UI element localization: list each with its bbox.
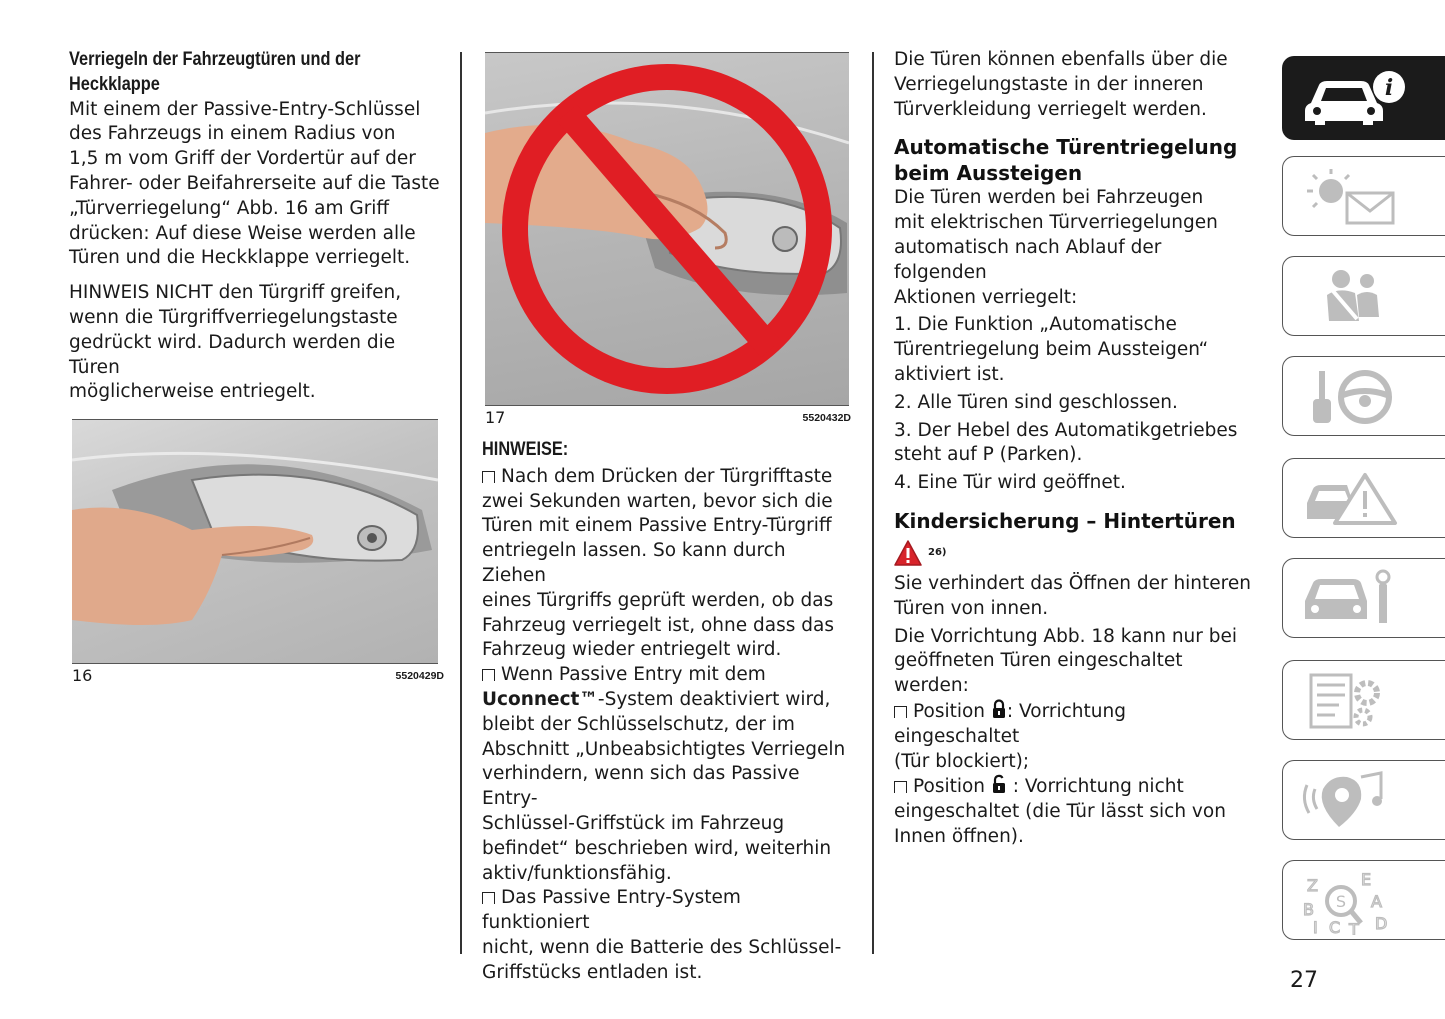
key-steering-wheel-icon xyxy=(1299,365,1399,427)
heading-line: Automatische Türentriegelung xyxy=(894,135,1238,160)
svg-text:S: S xyxy=(1335,892,1347,911)
text-line: Sie verhindert das Öffnen der hinteren xyxy=(894,572,1251,594)
column-middle xyxy=(482,52,854,986)
figure-17-caption xyxy=(482,406,854,428)
text-line: gedrückt wird. Dadurch werden die Türen xyxy=(69,331,396,378)
figure-16-caption xyxy=(69,664,447,686)
text-line: Wenn Passive Entry mit dem xyxy=(501,664,766,686)
heading-line: Verriegeln der Fahrzeugtüren und der xyxy=(69,49,361,70)
tab-warning-lights[interactable] xyxy=(1282,156,1445,236)
safety-seatbelt-icon xyxy=(1299,265,1399,327)
text-line: Fahrzeug wieder entriegelt wird. xyxy=(482,639,782,661)
tab-multimedia[interactable] xyxy=(1282,760,1445,840)
tab-emergency[interactable] xyxy=(1282,458,1445,538)
section-heading-locking xyxy=(69,48,394,98)
text-line: mit elektrischen Türverriegelungen xyxy=(894,212,1218,234)
text-line: geöffneten Türen eingeschaltet werden: xyxy=(894,650,1183,697)
note-2 xyxy=(482,663,854,886)
tab-starting-driving[interactable] xyxy=(1282,356,1445,436)
svg-text:C: C xyxy=(1329,918,1341,935)
text-line: drücken: Auf diese Weise werden alle xyxy=(69,222,416,244)
text-line: Abschnitt „Unbeabsichtigtes Verriegeln xyxy=(482,738,846,760)
column-right xyxy=(894,48,1256,850)
multimedia-icon xyxy=(1299,769,1399,831)
text-line: nicht, wenn die Batterie des Schlüssel- xyxy=(482,936,842,958)
heading-line: beim Aussteigen xyxy=(894,161,1083,186)
text-line: verhindern, wenn sich das Passive Entry- xyxy=(482,763,800,810)
text-line: Griffstücks entladen ist. xyxy=(482,961,703,983)
text-line: Position xyxy=(913,776,986,798)
bullet-icon xyxy=(482,892,495,904)
text-line: 4. Eine Tür wird geöffnet. xyxy=(894,472,1126,494)
svg-text:i: i xyxy=(1384,75,1394,101)
text-line: HINWEIS NICHT den Türgriff greifen, xyxy=(69,282,402,304)
intro-paragraph xyxy=(894,48,1256,122)
text-line: Türverkleidung verriegelt werden. xyxy=(894,98,1207,120)
text-line: Türen mit einem Passive Entry-Türgriff xyxy=(482,515,832,537)
text-line: möglicherweise entriegelt. xyxy=(69,381,316,403)
text-line: Das Passive Entry-System funktioniert xyxy=(482,887,741,934)
text-line: Verriegelungstaste in der inneren xyxy=(894,73,1204,95)
index-search-icon xyxy=(1299,869,1399,935)
step-1 xyxy=(894,313,1256,387)
note-3 xyxy=(482,886,854,985)
emergency-breakdown-icon xyxy=(1299,467,1399,529)
page-number: 27 xyxy=(1290,968,1318,993)
svg-text:D: D xyxy=(1375,914,1388,933)
column-divider xyxy=(460,52,462,954)
column-divider xyxy=(872,52,874,954)
tab-safety[interactable] xyxy=(1282,256,1445,336)
bullet-icon xyxy=(894,781,907,793)
text-line: Schlüssel-Griffstück im Fahrzeug xyxy=(482,812,785,834)
warning-triangle-icon xyxy=(894,540,922,566)
text-line: Position xyxy=(913,700,986,722)
text-line: Aktionen verriegelt: xyxy=(894,286,1078,308)
notes-heading: HINWEISE: xyxy=(482,439,569,460)
svg-text:T: T xyxy=(1349,920,1359,935)
bullet-icon xyxy=(482,669,495,681)
text-line: 1. Die Funktion „Automatische xyxy=(894,314,1177,336)
text-line: : Vorrichtung eingeschaltet xyxy=(894,700,1126,747)
bullet-icon xyxy=(482,471,495,483)
text-line: zwei Sekunden warten, bevor sich die xyxy=(482,490,833,512)
column-left xyxy=(69,48,447,686)
text-line: -System deaktiviert wird, xyxy=(597,688,831,710)
figure-code: 5520429D xyxy=(395,670,444,683)
text-line: Die Türen werden bei Fahrzeugen xyxy=(894,187,1204,209)
text-line: bleibt der Schlüsselschutz, der im xyxy=(482,713,795,735)
text-line: befindet“ beschrieben wird, weiterhin xyxy=(482,837,832,859)
heading-auto-unlock xyxy=(894,134,1256,186)
text-line: Mit einem der Passive-Entry-Schlüssel xyxy=(69,98,421,120)
warning-reference xyxy=(894,540,1256,566)
text-line: Innen öffnen). xyxy=(894,825,1024,847)
text-line: Türentriegelung beim Aussteigen“ xyxy=(894,339,1209,361)
text-line: : Vorrichtung nicht xyxy=(1006,776,1184,798)
bullet-icon xyxy=(894,706,907,718)
text-line: steht auf P (Parken). xyxy=(894,444,1083,466)
text-line: Türen und die Heckklappe verriegelt. xyxy=(69,247,411,269)
locking-paragraph xyxy=(69,98,447,272)
prohibited-grip-illustration xyxy=(485,53,849,405)
text-line: „Türverriegelung“ Abb. 16 am Griff xyxy=(69,197,390,219)
car-maintenance-wrench-icon xyxy=(1299,567,1399,629)
text-line: Nach dem Drücken der Türgrifftaste xyxy=(501,465,833,487)
text-line: automatisch nach Ablauf der folgenden xyxy=(894,236,1162,283)
child-lock-paragraph-1 xyxy=(894,572,1256,622)
text-line: des Fahrzeugs in einem Radius von xyxy=(69,123,396,145)
figure-number: 16 xyxy=(72,666,93,686)
svg-text:I: I xyxy=(1313,918,1318,935)
figure-number: 17 xyxy=(485,408,506,427)
text-line: entriegeln lassen. So kann durch Ziehen xyxy=(482,540,786,586)
heading-child-lock: Kindersicherung – Hintertüren xyxy=(894,508,1236,533)
text-line: Türen von innen. xyxy=(894,597,1049,619)
step-2 xyxy=(894,391,1256,416)
figure-17-prohibited-grip xyxy=(485,52,849,406)
position-unlocked-item xyxy=(894,774,1256,849)
car-info-icon xyxy=(1299,65,1409,131)
text-line: eingeschaltet (die Tür lässt sich von xyxy=(894,801,1226,823)
text-line: Fahrer- oder Beifahrerseite auf die Taste xyxy=(69,172,440,194)
tab-index[interactable] xyxy=(1282,860,1445,940)
tab-maintenance[interactable] xyxy=(1282,558,1445,638)
step-3 xyxy=(894,419,1256,469)
technical-data-gears-icon xyxy=(1299,669,1399,731)
position-locked-item xyxy=(894,699,1256,774)
text-line: aktiviert ist. xyxy=(894,363,1005,385)
child-lock-paragraph-2 xyxy=(894,625,1256,699)
svg-text:A: A xyxy=(1371,892,1382,911)
uconnect-brand: Uconnect™ xyxy=(482,688,598,710)
notice-paragraph xyxy=(69,281,447,405)
heading-line: Heckklappe xyxy=(69,73,160,95)
svg-text:E: E xyxy=(1361,870,1372,889)
tab-knowing-vehicle[interactable] xyxy=(1282,56,1445,140)
text-line: Die Vorrichtung Abb. 18 kann nur bei xyxy=(894,625,1238,647)
text-line: 3. Der Hebel des Automatikgetriebes xyxy=(894,419,1238,441)
text-line: eines Türgriffs geprüft werden, ob das xyxy=(482,589,834,611)
text-line: wenn die Türgriffverriegelungstaste xyxy=(69,306,398,328)
svg-text:Z: Z xyxy=(1307,876,1318,895)
text-line: Fahrzeug verriegelt ist, ohne dass das xyxy=(482,614,834,636)
figure-16-door-handle-press xyxy=(72,419,438,664)
note-1 xyxy=(482,465,854,663)
door-handle-illustration xyxy=(72,420,438,663)
warning-light-message-icon xyxy=(1299,165,1399,227)
svg-text:B: B xyxy=(1303,900,1314,919)
auto-unlock-paragraph xyxy=(894,186,1256,310)
text-line: 2. Alle Türen sind geschlossen. xyxy=(894,391,1178,413)
lock-open-icon xyxy=(991,774,1007,794)
text-line: aktiv/funktionsfähig. xyxy=(482,862,672,884)
figure-code: 5520432D xyxy=(802,412,851,424)
tab-technical-data[interactable] xyxy=(1282,660,1445,740)
step-4 xyxy=(894,471,1256,496)
text-line: Die Türen können ebenfalls über die xyxy=(894,49,1228,70)
text-line: 1,5 m vom Griff der Vordertür auf der xyxy=(69,148,416,170)
text-line: (Tür blockiert); xyxy=(894,750,1030,772)
lock-closed-icon xyxy=(991,699,1007,719)
warning-ref-number: 26) xyxy=(928,547,947,559)
